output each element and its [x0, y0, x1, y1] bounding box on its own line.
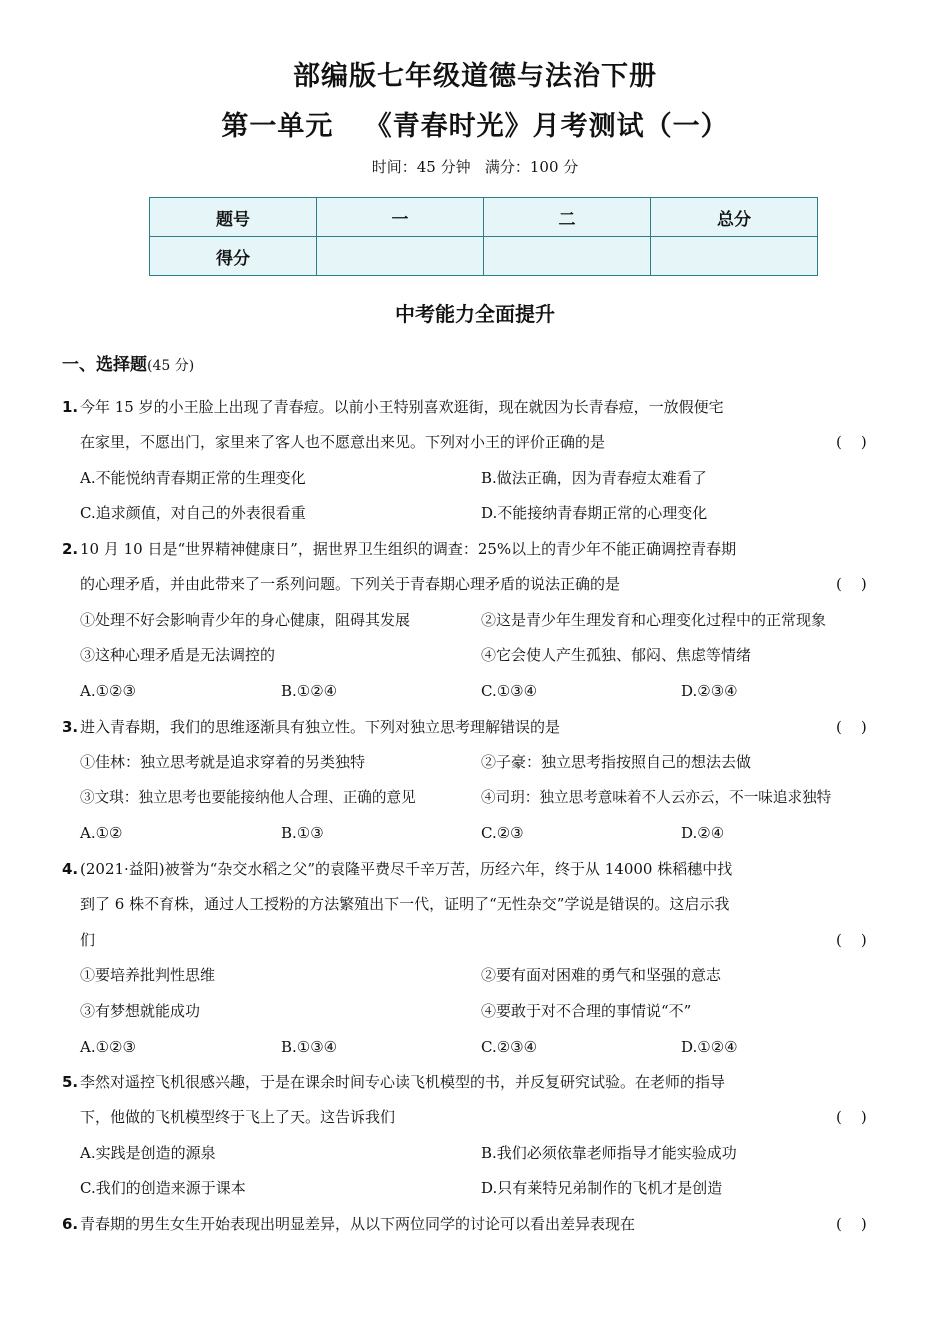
question-number: 4. [62, 860, 79, 878]
score-cell-total[interactable] [651, 237, 818, 276]
score-table [149, 197, 818, 276]
option-b[interactable]: B.①③ [281, 824, 324, 842]
part-heading [62, 350, 194, 375]
option-b[interactable]: B.我们必须依靠老师指导才能实验成功 [481, 1144, 737, 1162]
option-a[interactable]: A.①② [80, 824, 123, 842]
option-d[interactable]: D.②④ [681, 824, 725, 842]
score-cell-part1[interactable] [317, 237, 484, 276]
score-header-cell: 二 [484, 198, 651, 237]
option-d[interactable]: D.②③④ [681, 682, 738, 700]
statement-item: ④它会使人产生孤独、郁闷、焦虑等情绪 [481, 646, 752, 664]
score-header-cell: 总分 [651, 198, 818, 237]
option-a[interactable]: A.①②③ [80, 682, 136, 700]
question-text: 进入青春期，我们的思维逐渐具有独立性。下列对独立思考理解错误的是 [80, 718, 561, 736]
option-c[interactable]: C.②③④ [481, 1038, 538, 1056]
question-text: 到了 6 株不育株，通过人工授粉的方法繁殖出下一代，证明了“无性杂交”学说是错误的。这启示我 [80, 895, 730, 913]
question-text: 今年 15 岁的小王脸上出现了青春痘。以前小王特别喜欢逛街，现在就因为长青春痘，一放假便宅 [80, 398, 724, 416]
question-number: 3. [62, 718, 79, 736]
answer-blank[interactable]: ( ) [836, 1215, 867, 1233]
option-c[interactable]: C.②③ [481, 824, 524, 842]
question-number: 1. [62, 398, 79, 416]
statement-item: ②这是青少年生理发育和心理变化过程中的正常现象 [481, 611, 827, 629]
answer-blank[interactable]: ( ) [836, 433, 867, 451]
section-title: 中考能力全面提升 [395, 302, 555, 326]
question-text: 青春期的男生女生开始表现出明显差异，从以下两位同学的讨论可以看出差异表现在 [80, 1215, 636, 1233]
answer-blank[interactable]: ( ) [836, 931, 867, 949]
score-header-cell: 题号 [150, 198, 317, 237]
option-a[interactable]: A.不能悦纳青春期正常的生理变化 [80, 469, 306, 487]
answer-blank[interactable]: ( ) [836, 1108, 867, 1126]
option-b[interactable]: B.①③④ [281, 1038, 338, 1056]
answer-blank[interactable]: ( ) [836, 718, 867, 736]
option-d[interactable]: D.①②④ [681, 1038, 738, 1056]
option-b[interactable]: B.①②④ [281, 682, 338, 700]
option-d[interactable]: D.只有莱特兄弟制作的飞机才是创造 [481, 1179, 723, 1197]
score-table-score-row [150, 237, 818, 276]
question-text: (2021·益阳)被誉为“杂交水稻之父”的袁隆平费尽千辛万苦，历经六年，终于从 14000 株稻穗中找 [80, 860, 733, 878]
statement-item: ②要有面对困难的勇气和坚强的意志 [481, 966, 722, 984]
question-text: 们 [80, 931, 96, 949]
part-points: (45 分) [147, 358, 195, 374]
score-table-header-row [150, 198, 818, 237]
statement-item: ③有梦想就能成功 [80, 1002, 201, 1020]
score-header-cell: 一 [317, 198, 484, 237]
statement-item: ③这种心理矛盾是无法调控的 [80, 646, 276, 664]
statement-item: ①佳林：独立思考就是追求穿着的另类独特 [80, 753, 366, 771]
score-cell-part2[interactable] [484, 237, 651, 276]
statement-item: ④要敢于对不合理的事情说“不” [481, 1002, 692, 1020]
option-c[interactable]: C.我们的创造来源于课本 [80, 1179, 246, 1197]
question-text: 李然对遥控飞机很感兴趣，于是在课余时间专心读飞机模型的书，并反复研究试验。在老师的指导 [80, 1073, 726, 1091]
question-number: 6. [62, 1215, 79, 1233]
option-b[interactable]: B.做法正确，因为青春痘太难看了 [481, 469, 707, 487]
statement-item: ①处理不好会影响青少年的身心健康，阻碍其发展 [80, 611, 411, 629]
option-a[interactable]: A.实践是创造的源泉 [80, 1144, 216, 1162]
statement-item: ④司玥：独立思考意味着不人云亦云，不一味追求独特 [481, 789, 832, 806]
time-score-info: 时间：45 分钟 满分：100 分 [371, 158, 579, 176]
score-row-label: 得分 [150, 237, 317, 276]
option-c[interactable]: C.①③④ [481, 682, 538, 700]
statement-item: ①要培养批判性思维 [80, 966, 216, 984]
option-c[interactable]: C.追求颜值，对自己的外表很看重 [80, 504, 306, 522]
question-text: 的心理矛盾，并由此带来了一系列问题。下列关于青春期心理矛盾的说法正确的是 [80, 575, 621, 593]
exam-title: 部编版七年级道德与法治下册 [293, 61, 657, 92]
answer-blank[interactable]: ( ) [836, 575, 867, 593]
question-text: 下，他做的飞机模型终于飞上了天。这告诉我们 [80, 1108, 396, 1126]
statement-item: ②子豪：独立思考指按照自己的想法去做 [481, 753, 752, 771]
question-number: 2. [62, 540, 79, 558]
question-text: 在家里，不愿出门，家里来了客人也不愿意出来见。下列对小王的评价正确的是 [80, 433, 606, 451]
question-text: 10 月 10 日是“世界精神健康日”，据世界卫生组织的调查：25%以上的青少年不能正确调控青春期 [80, 540, 737, 558]
question-number: 5. [62, 1073, 79, 1091]
part-label: 一、选择题 [62, 355, 147, 375]
exam-subtitle: 第一单元 《青春时光》月考测试（一） [221, 111, 729, 142]
statement-item: ③文琪：独立思考也要能接纳他人合理、正确的意见 [80, 789, 416, 806]
option-d[interactable]: D.不能接纳青春期正常的心理变化 [481, 504, 708, 522]
option-a[interactable]: A.①②③ [80, 1038, 136, 1056]
